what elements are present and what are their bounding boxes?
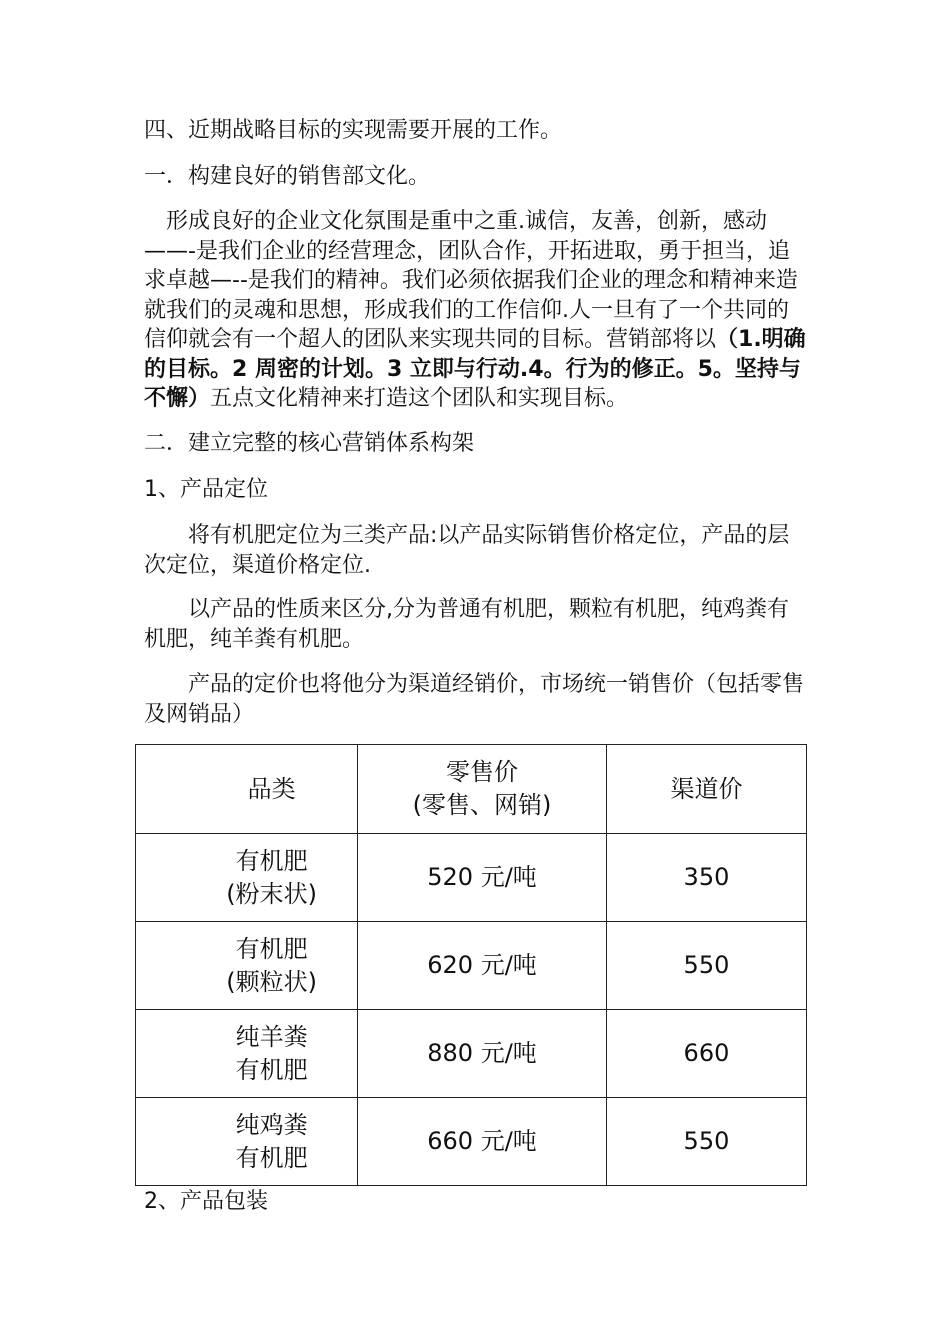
section-two-title: 二．建立完整的核心营销体系构架 [144, 431, 475, 456]
culture-principles-text: （1.明确的目标。2 周密的计划。3 立即与行动.4。行为的修正。5。坚持与不懈） [144, 327, 806, 411]
row-category: 有机肥 (颗粒状) [136, 922, 358, 1010]
culture-tail-text: 五点文化精神来打造这个团队和实现目标。 [210, 386, 629, 411]
item-two-title: 2、产品包装 [144, 1189, 268, 1214]
table-row [136, 1010, 807, 1098]
row-channel-price: 660 [606, 1010, 806, 1098]
row-channel-price: 350 [606, 834, 806, 922]
culture-paragraph [144, 207, 810, 414]
row-retail-price: 880 元/吨 [358, 1010, 607, 1098]
classification-paragraph: 以产品的性质来区分,分为普通有机肥，颗粒有机肥，纯鸡粪有机肥，纯羊粪有机肥。 [144, 597, 789, 652]
table-row [136, 1098, 807, 1186]
positioning-paragraph: 将有机肥定位为三类产品:以产品实际销售价格定位，产品的层次定位，渠道价格定位. [144, 523, 790, 578]
price-table [135, 744, 807, 1186]
heading-four: 四、近期战略目标的实现需要开展的工作。 [144, 118, 563, 143]
header-channel: 渠道价 [606, 745, 806, 834]
row-channel-price: 550 [606, 1098, 806, 1186]
row-retail-price: 520 元/吨 [358, 834, 607, 922]
table-header-row [136, 745, 807, 834]
culture-lead-text: 形成良好的企业文化氛围是重中之重.诚信，友善，创新，感动——-是我们企业的经营理念，团队合作，开拓进取，勇于担当，追求卓越—--是我们的精神。我们必须依据我们企业的理念和精神来造就我们的灵魂和思想，形成我们的工作信仰.人一旦有了一个共同的信仰就会有一个超人的团队来实现共同的目标。营销部将以 [144, 209, 798, 352]
row-retail-price: 620 元/吨 [358, 922, 607, 1010]
header-category: 品类 [136, 745, 358, 834]
table-row [136, 834, 807, 922]
row-channel-price: 550 [606, 922, 806, 1010]
section-one-title: 一．构建良好的销售部文化。 [144, 164, 431, 189]
pricing-paragraph: 产品的定价也将他分为渠道经销价，市场统一销售价（包括零售及网销品） [144, 672, 805, 727]
table-row [136, 922, 807, 1010]
row-category: 有机肥 (粉末状) [136, 834, 358, 922]
header-retail: 零售价 (零售、网销) [358, 745, 607, 834]
row-category: 纯羊粪 有机肥 [136, 1010, 358, 1098]
row-retail-price: 660 元/吨 [358, 1098, 607, 1186]
row-category: 纯鸡粪 有机肥 [136, 1098, 358, 1186]
item-one-title: 1、产品定位 [144, 477, 268, 502]
